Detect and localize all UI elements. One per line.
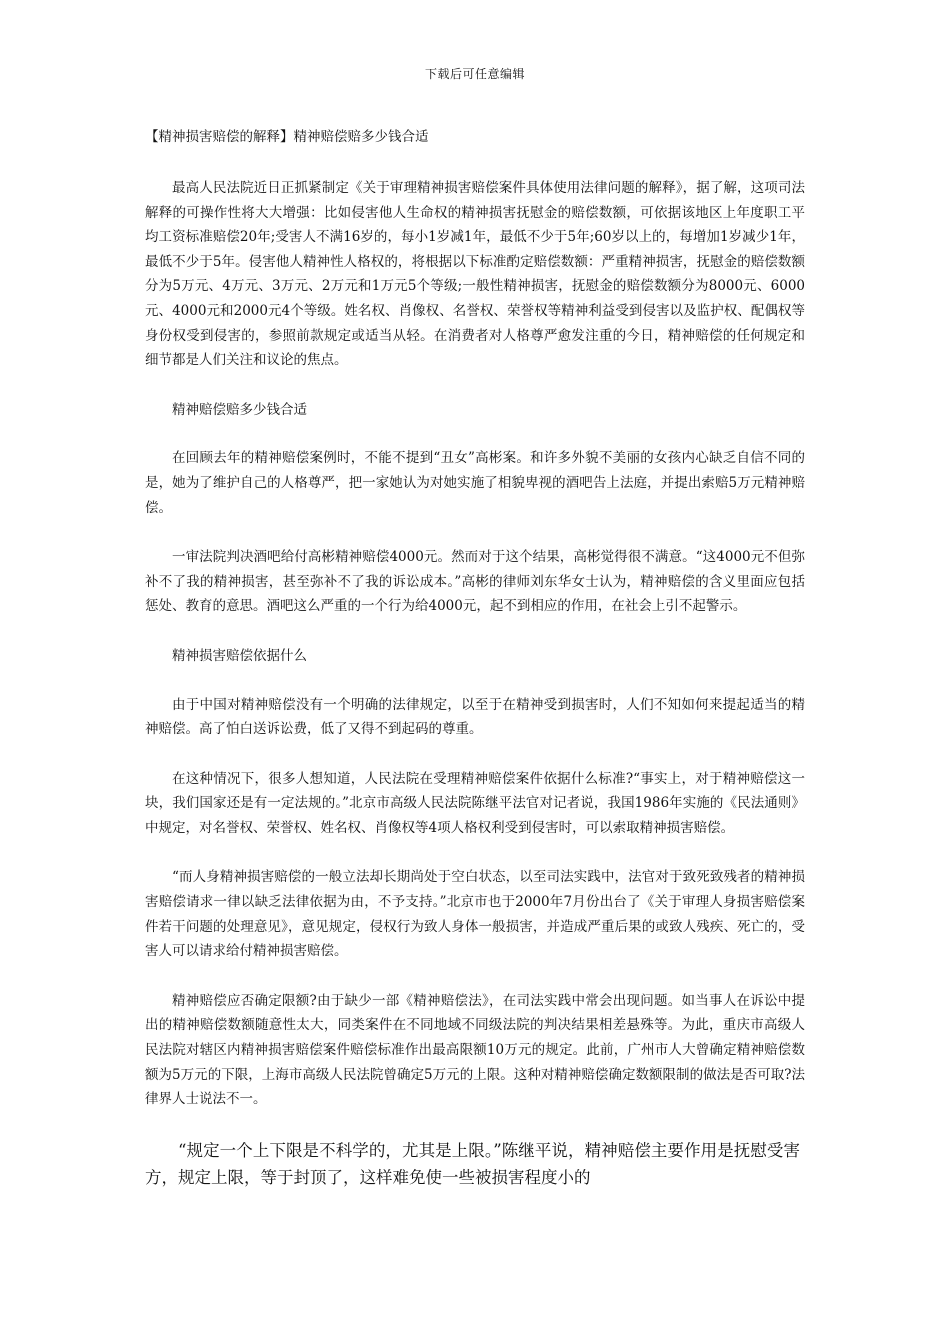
subheading-legal-basis: 精神损害赔偿依据什么 — [172, 647, 307, 664]
paragraph-closing-quote: “规定一个上下限是不科学的，尤其是上限。”陈继平说，精神赔偿主要作用是抚慰受害方，规定上限，等于封顶了，这样难免使一些被损害程度小的 — [145, 1140, 800, 1187]
paragraph-no-clear-law: 由于中国对精神赔偿没有一个明确的法律规定，以至于在精神受到损害时，人们不知如何来提起适当的精神赔偿。高了怕白送诉讼费，低了又得不到起码的尊重。 — [145, 696, 805, 738]
paragraph-gaobin-case: 在回顾去年的精神赔偿案例时，不能不提到“丑女”高彬案。和许多外貌不美丽的女孩内心缺乏自信不同的是，她为了维护自己的人格尊严，把一家她认为对她实施了相貌卑视的酒吧告上法庭，并提出索赔5万元精神赔偿。 — [145, 450, 805, 516]
paragraph-limit-debate: 精神赔偿应否确定限额?由于缺少一部《精神赔偿法》，在司法实践中常会出现问题。如当事人在诉讼中提出的精神赔偿数额随意性太大，同类案件在不同地域不同级法院的判决结果相差悬殊等。为此，重庆市高级人民法院对辖区内精神损害赔偿案件赔偿标准作出最高限额10万元的规定。此前，广州市人大曾确定精神赔偿数额为5万元的下限，上海市高级人民法院曾确定5万元的上限。这种对精神赔偿确定数额限制的做法是否可取?法律界人士说法不一。 — [145, 992, 805, 1108]
subheading-compensation-amount: 精神赔偿赔多少钱合适 — [172, 401, 307, 418]
header-note: 下载后可任意编辑 — [424, 67, 525, 81]
document-title: 【精神损害赔偿的解释】精神赔偿赔多少钱合适 — [145, 129, 429, 145]
paragraph-court-standards: 在这种情况下，很多人想知道，人民法院在受理精神赔偿案件依据什么标准?“事实上，对于精神赔偿这一块，我们国家还是有一定法规的。”北京市高级人民法院陈继平法官对记者说，我国1986年实施的《民法通则》中规定，对名誉权、荣誉权、姓名权、肖像权等4项人格权利受到侵害时，可以索取精神损害赔偿。 — [145, 770, 805, 836]
paragraph-intro: 最高人民法院近日正抓紧制定《关于审理精神损害赔偿案件具体使用法律问题的解释》，据了解，这项司法解释的可操作性将大大增强：比如侵害他人生命权的精神损害抚慰金的赔偿数额，可依据该地区上年度职工平均工资标准赔偿20年;受害人不满16岁的，每小1岁减1年，最低不少于5年;60岁以上的，每增加1岁减少1年，最低不少于5年。侵害他人精神性人格权的，将根据以下标准酌定赔偿数额：严重精神损害，抚慰金的赔偿数额分为5万元、4万元、3万元、2万元和1万元5个等级;一般性精神损害，抚慰金的赔偿数额分为8000元、6000元、4000元和2000元4个等级。姓名权、肖像权、名誉权、荣誉权等精神利益受到侵害以及监护权、配偶权等身份权受到侵害的，参照前款规定或适当从轻。在消费者对人格尊严愈发注重的今日，精神赔偿的任何规定和细节都是人们关注和议论的焦点。 — [145, 180, 805, 369]
document-body — [145, 126, 805, 1191]
paragraph-first-instance: 一审法院判决酒吧给付高彬精神赔偿4000元。然而对于这个结果，高彬觉得很不满意。“这4000元不但弥补不了我的精神损害，甚至弥补不了我的诉讼成本。”高彬的律师刘东华女士认为，精神赔偿的含义里面应包括惩处、教育的意思。酒吧这么严重的一个行为给4000元，起不到相应的作用，在社会上引不起警示。 — [145, 549, 805, 615]
paragraph-legislation-gap: “而人身精神损害赔偿的一般立法却长期尚处于空白状态，以至司法实践中，法官对于致死致残者的精神损害赔偿请求一律以缺乏法律依据为由，不予支持。”北京市也于2000年7月份出台了《关于审理人身损害赔偿案件若干问题的处理意见》，意见规定，侵权行为致人身体一般损害，并造成严重后果的或致人残疾、死亡的，受害人可以请求给付精神损害赔偿。 — [145, 869, 805, 960]
